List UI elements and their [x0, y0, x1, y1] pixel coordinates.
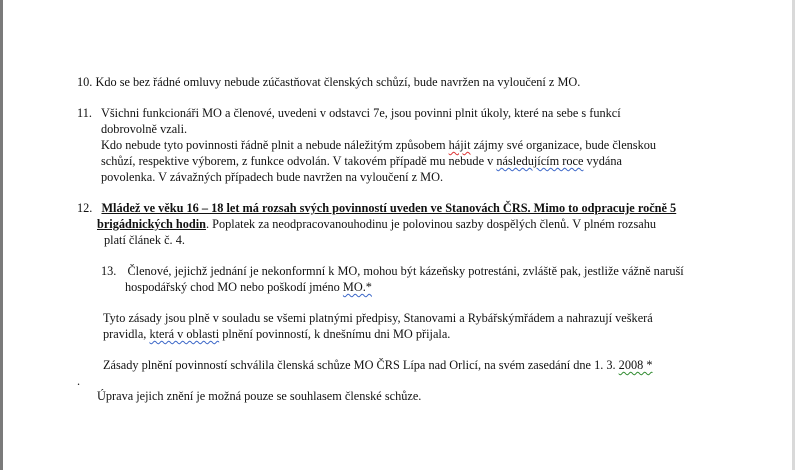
item-11-text-4a: schůzí, respektive výborem, z funkce odvolán. V takovém případě mu nebude v [101, 154, 497, 168]
item-13-text-1: Členové, jejichž jednání je nekonformní k MO, mohou být kázeňsky potrestáni, zvláště pak, jestliže vážně naruší [127, 264, 684, 278]
amendment-line: Úprava jejich znění je možná pouze se souhlasem členské schůze. [97, 389, 422, 403]
item-11-text-3b: hájit [448, 138, 471, 152]
item-13-text-2b: MO.* [342, 280, 372, 294]
zasady-line-1: Tyto zásady jsou plně v souladu se všemi platnými předpisy, Stanovami a Rybářskýmřádem a nahrazují veškerá [103, 311, 653, 325]
item-10 [77, 74, 580, 90]
zasady-text-2c: plnění povinností, k dnešnímu dni MO přijala. [219, 327, 451, 341]
item-12-text-2: . Poplatek za neodpracovanouhodinu je polovinou sazby dospělých členů. V plném rozsahu [206, 217, 656, 231]
approval-date: 2008 * [618, 358, 653, 372]
item-11-text-4c: vydána [583, 154, 622, 168]
item-10-number: 10. [77, 75, 93, 89]
item-11-text-1: Všichni funkcionáři MO a členové, uvedeni v odstavci 7e, jsou povinni plnit úkoly, které na sebe s funkcí [101, 106, 621, 120]
item-11-text-3c: zájmy své organizace, bude členskou [470, 138, 657, 152]
item-11-text-4b: následujícím roce [496, 154, 584, 168]
item-11-line-1 [77, 105, 621, 121]
item-12-bold-1: Mládež ve věku 16 – 18 let má rozsah svých povinností uveden ve Stanovách ČRS. Mimo to odpracuje ročně 5 [101, 201, 677, 215]
item-10-text: Kdo se bez řádné omluvy nebude zúčastňovat členských schůzí, bude navržen na vyloučení z MO. [95, 75, 581, 89]
item-12-line-2 [97, 216, 656, 232]
item-12-bold-2: brigádnických hodin [97, 217, 207, 231]
item-13-text-2a: hospodářský chod MO nebo poškodí jméno [125, 280, 343, 294]
item-11-line-2: dobrovolně vzali. [101, 122, 188, 136]
item-13-number: 13. [101, 264, 117, 278]
item-11-number: 11. [77, 106, 92, 120]
zasady-text-2b: která v oblasti [149, 327, 220, 341]
item-12-number: 12. [77, 201, 93, 215]
page-left-edge [0, 0, 3, 470]
item-11-line-4 [101, 153, 622, 169]
item-13-line-1 [101, 263, 684, 279]
zasady-line-2 [103, 326, 450, 342]
item-11-line-5: povolenka. V závažných případech bude navržen na vyloučení z MO. [101, 170, 444, 184]
approval-line [103, 357, 653, 373]
item-12-line-3: platí článek č. 4. [104, 233, 185, 247]
stray-dot: . [77, 374, 81, 388]
item-13-line-2 [125, 279, 372, 295]
item-11-line-3 [101, 137, 656, 153]
approval-text: Zásady plnění povinností schválila členská schůze MO ČRS Lípa nad Orlicí, na svém zasedání dne 1. 3. [103, 358, 619, 372]
item-12-line-1 [77, 200, 676, 216]
item-11-text-3a: Kdo nebude tyto povinnosti řádně plnit a nebude náležitým způsobem [101, 138, 449, 152]
zasady-text-2a: pravidla, [103, 327, 150, 341]
